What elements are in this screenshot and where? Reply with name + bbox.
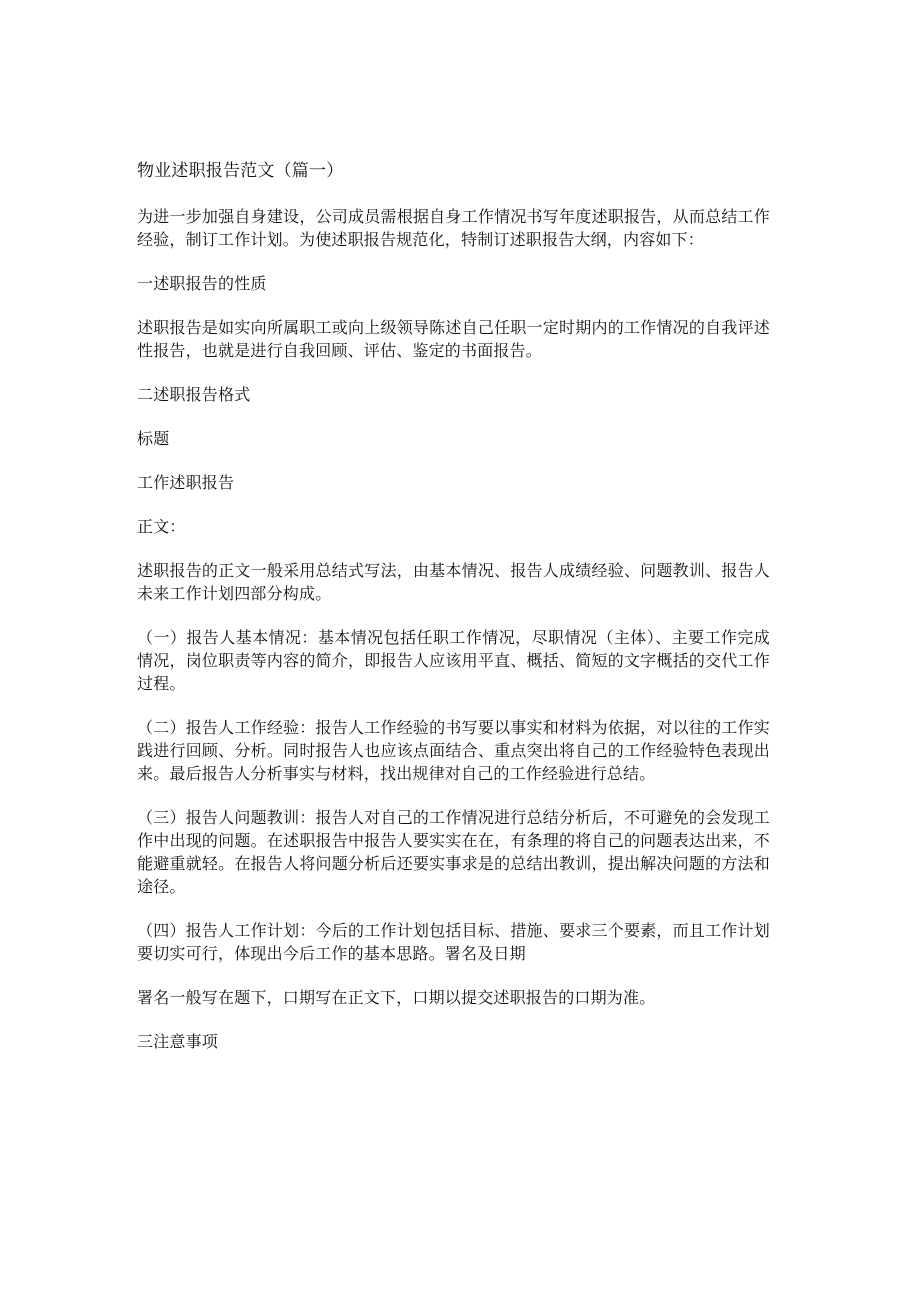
- label-body: 正文：: [137, 517, 186, 536]
- paragraph-lessons: （三）报告人问题教训：报告人对自己的工作情况进行总结分析后，不可避免的会发现工作中出现的问题。在述职报告中报告人要实实在在，有条理的将自己的问题表达出来，不能避重就轻。在报告人将问题分析后还要实事求是的总结出教训，提出解决问题的方法和途径。: [137, 808, 770, 896]
- paragraph-basic-info: （一）报告人基本情况：基本情况包括任职工作情况，尽职情况（主体）、主要工作完成情况，岗位职责等内容的简介，即报告人应该用平直、概括、简短的文字概括的交代工作过程。: [137, 628, 770, 693]
- spacer: [137, 184, 770, 205]
- spacer: [137, 251, 770, 272]
- spacer: [137, 362, 770, 383]
- spacer: [137, 538, 770, 559]
- label-title: 标题: [137, 429, 170, 448]
- paragraph-body-structure: 述职报告的正文一般采用总结式写法，由基本情况、报告人成绩经验、问题教训、报告人未来工作计划四部分构成。: [137, 561, 770, 603]
- spacer: [137, 898, 770, 919]
- document-title: 物业述职报告范文（篇一）: [137, 161, 344, 181]
- heading-nature: 一述职报告的性质: [137, 274, 267, 293]
- heading-notes: 三注意事项: [137, 1032, 219, 1051]
- example-title: 工作述职报告: [137, 473, 235, 492]
- spacer: [137, 295, 770, 316]
- spacer: [137, 1009, 770, 1030]
- spacer: [137, 605, 770, 626]
- spacer: [137, 450, 770, 471]
- document-page: [137, 158, 770, 1053]
- spacer: [137, 494, 770, 515]
- spacer: [137, 695, 770, 716]
- spacer: [137, 785, 770, 806]
- heading-format: 二述职报告格式: [137, 385, 251, 404]
- paragraph-signature: 署名一般写在题下，口期写在正文下，口期以提交述职报告的口期为准。: [137, 988, 656, 1007]
- spacer: [137, 965, 770, 986]
- paragraph-plan: （四）报告人工作计划：今后的工作计划包括目标、措施、要求三个要素，而且工作计划要切实可行，体现出今后工作的基本思路。署名及日期: [137, 921, 770, 963]
- paragraph-nature: 述职报告是如实向所属职工或向上级领导陈述自己任职一定时期内的工作情况的自我评述性报告，也就是进行自我回顾、评估、鉴定的书面报告。: [137, 318, 770, 360]
- paragraph-intro: 为进一步加强自身建设，公司成员需根据自身工作情况书写年度述职报告，从而总结工作经验，制订工作计划。为使述职报告规范化，特制订述职报告大纲，内容如下：: [137, 207, 770, 249]
- paragraph-experience: （二）报告人工作经验：报告人工作经验的书写要以事实和材料为依据，对以往的工作实践进行回顾、分析。同时报告人也应该点面结合、重点突出将自己的工作经验特色表现出来。最后报告人分析事实与材料，找出规律对自己的工作经验进行总结。: [137, 718, 770, 783]
- spacer: [137, 406, 770, 427]
